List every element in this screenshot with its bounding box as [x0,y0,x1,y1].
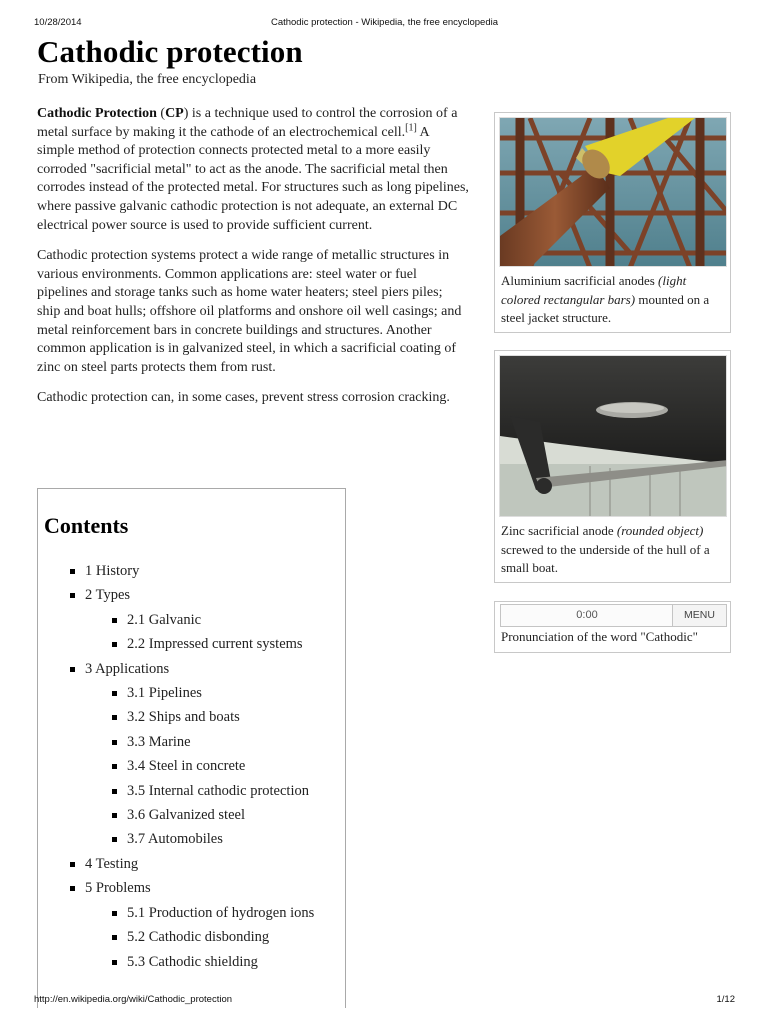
intro-text-a: ) is a technique used to control the corrosion of a metal surface by making it the cathode of an electrochemical cell. [37,106,458,140]
article-body [37,105,469,420]
toc-item[interactable]: 2.1 Galvanic [44,608,345,632]
toc-item[interactable]: 5.1 Production of hydrogen ions [44,901,345,925]
caption-text: Zinc sacrificial anode [501,523,617,538]
toc-item[interactable]: 5 Problems [44,876,345,900]
audio-time: 0:00 [576,609,598,621]
toc-item[interactable]: 2 Types [44,583,345,607]
reference-link[interactable]: [1] [405,121,417,133]
caption-text: mounted on a steel jacket structure. [501,291,710,325]
audio-player[interactable] [500,604,727,627]
caption-text: screwed to the underside of the hull of a small boat. [501,541,710,575]
intro-paragraph [37,105,469,235]
toc-item[interactable]: 5.2 Cathodic disbonding [44,925,345,949]
toc-item[interactable]: 3.2 Ships and boats [44,705,345,729]
paren-open: ( [156,106,166,121]
toc-item[interactable]: 4 Testing [44,852,345,876]
print-footer [34,994,735,1008]
figure-caption [499,267,726,328]
photo-jacket-structure[interactable] [499,117,727,267]
intro-text-b: A simple method of protection connects protected metal to a more easily corroded "sacrificial metal" to act as the anode. The sacrificial metal then corrodes instead of the protected metal. For structures such as long pipelines, where passive galvanic cathodic protection is not adequate, an external DC electrical power source is used to provide sufficient current. [37,124,469,233]
page-title: Cathodic protection [37,34,303,69]
print-header [34,17,735,31]
toc-item[interactable]: 5.3 Cathodic shielding [44,950,345,974]
toc-item[interactable]: 3.3 Marine [44,730,345,754]
toc-item[interactable]: 3 Applications [44,657,345,681]
stress-corrosion-paragraph: Cathodic protection can, in some cases, prevent stress corrosion cracking. [37,390,450,406]
audio-menu-button[interactable]: MENU [672,605,726,626]
photo-boat-hull[interactable] [499,355,727,517]
toc-item[interactable]: 1 History [44,559,345,583]
audio-pronunciation-box [494,601,731,653]
applications-paragraph: Cathodic protection systems protect a wide range of metallic structures in various environments. Common applications are: steel water or fuel pipelines and storage tanks such as home water heaters; steel piers piles; ship and boat hulls; offshore oil platforms and onshore oil well casings; and metal reinforcement bars in concrete buildings and structures. Another common application is in galvanized steel, in which a sacrificial coating of zinc on steel parts protects them from rust. [37,248,462,375]
caption-italic: (rounded object) [616,523,704,538]
caption-italic: (light colored rectangular bars) [501,273,687,307]
toc-heading: Contents [44,513,129,538]
figure-aluminium-anodes [494,112,731,333]
table-of-contents [37,488,346,1008]
page-subtitle: From Wikipedia, the free encyclopedia [38,72,257,87]
print-date: 10/28/2014 [34,17,82,28]
figure-caption [499,517,726,578]
print-page-number: 1/12 [716,994,735,1005]
toc-item[interactable]: 3.5 Internal cathodic protection [44,779,345,803]
toc-item[interactable]: 3.6 Galvanized steel [44,803,345,827]
bold-abbr: CP [165,106,184,121]
toc-list [44,559,345,974]
audio-caption: Pronunciation of the word "Cathodic" [501,629,698,644]
toc-item[interactable]: 3.4 Steel in concrete [44,754,345,778]
toc-item[interactable]: 3.1 Pipelines [44,681,345,705]
print-url: http://en.wikipedia.org/wiki/Cathodic_protection [34,994,233,1005]
bold-term: Cathodic Protection [37,106,157,121]
toc-item[interactable]: 3.7 Automobiles [44,827,345,851]
caption-text: Aluminium sacrificial anodes [501,273,659,288]
toc-item[interactable]: 2.2 Impressed current systems [44,632,345,656]
figure-zinc-anode [494,350,731,583]
print-doc-title: Cathodic protection - Wikipedia, the free encyclopedia [270,17,499,28]
